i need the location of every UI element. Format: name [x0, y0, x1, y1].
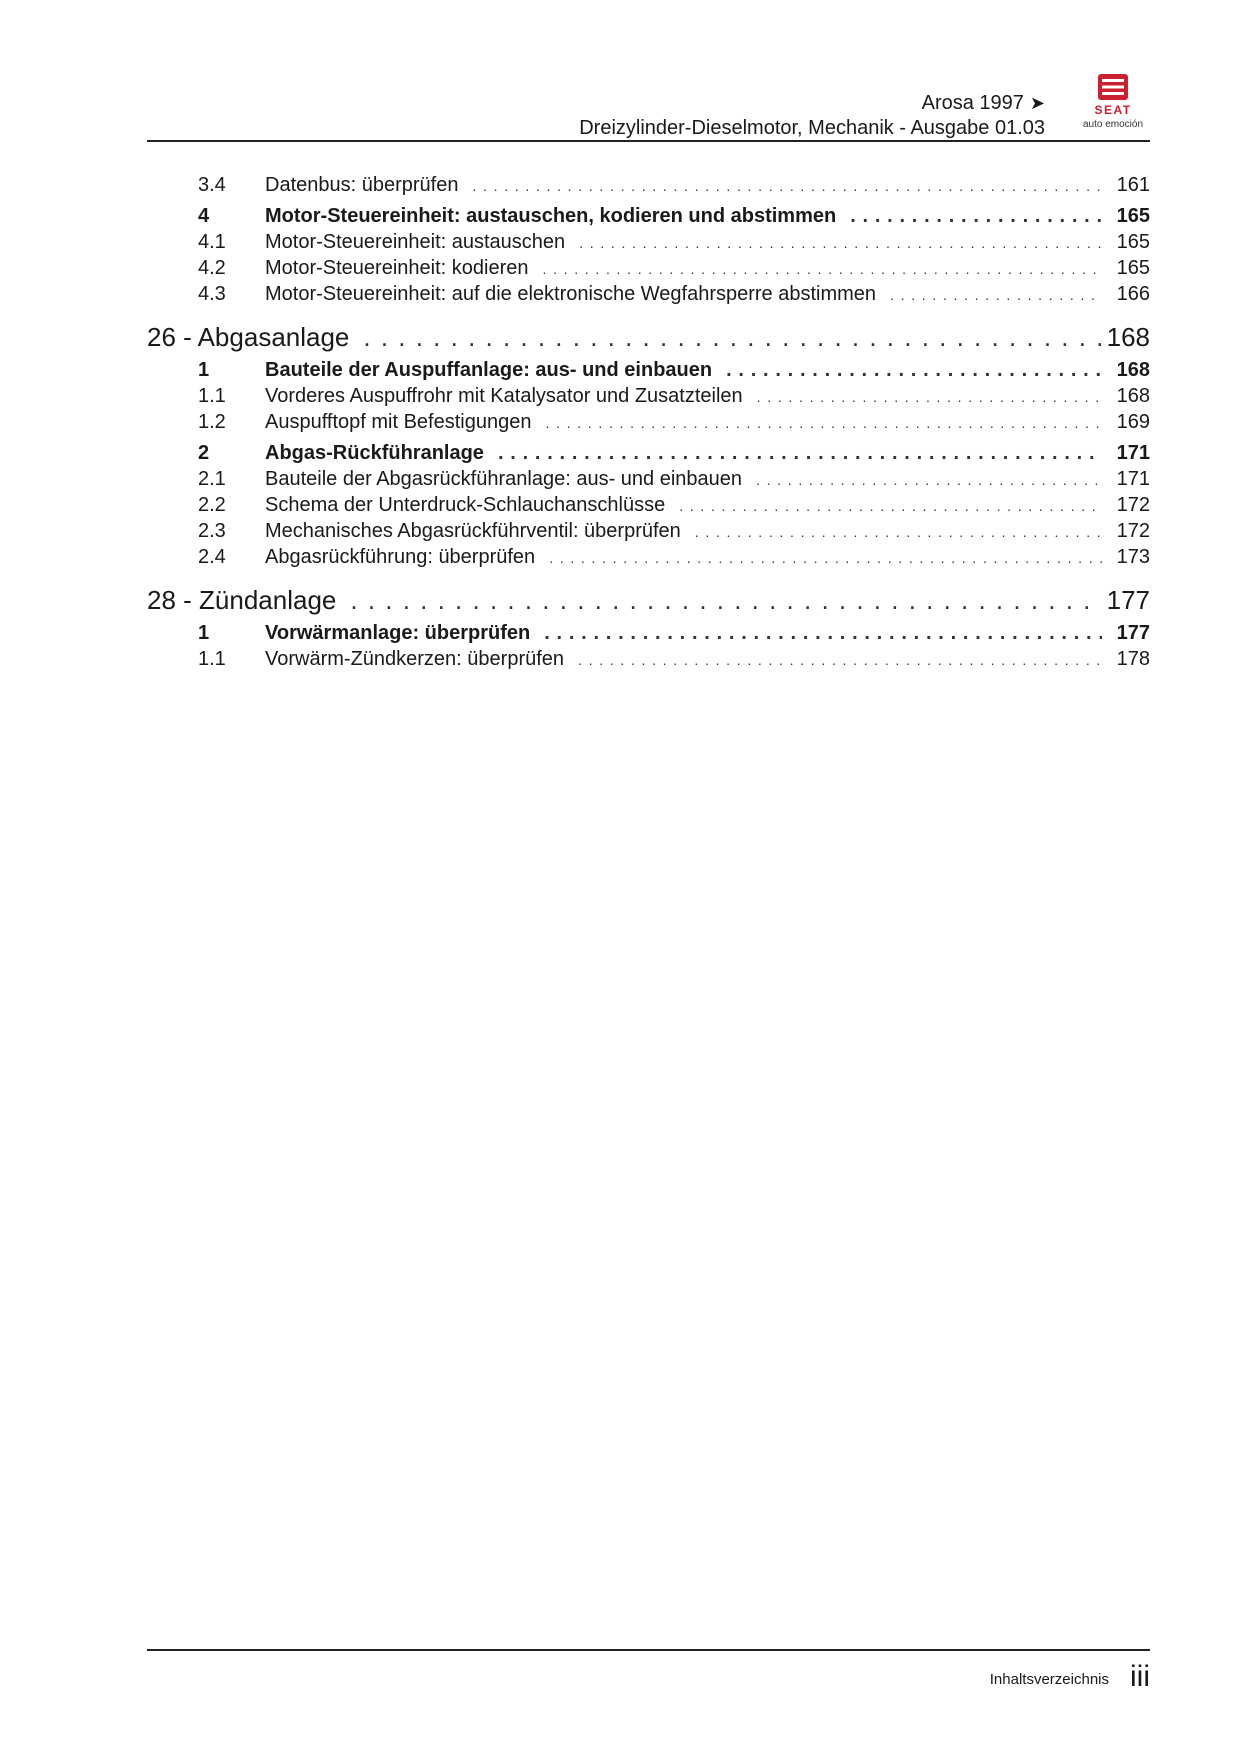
- dot-leader: [549, 545, 1102, 571]
- toc-chapter-28[interactable]: [147, 580, 1150, 620]
- toc-section-28-1[interactable]: 1 Vorwärmanlage: überprüfen . . . 177: [147, 620, 1150, 646]
- toc-section-title: Abgas-Rückführanlage: [265, 442, 484, 464]
- toc-section-4[interactable]: 4 Motor-Steuereinheit: austauschen, kodieren und abstimmen . . . 165: [147, 203, 1150, 229]
- toc-chapter-26[interactable]: [147, 317, 1150, 357]
- toc-entry-title: Motor-Steuereinheit: austauschen: [265, 231, 566, 253]
- toc-section-title: Vorwärmanlage: überprüfen: [265, 622, 531, 644]
- header-divider: [147, 140, 1150, 142]
- dot-leader: [545, 410, 1102, 436]
- footer-page-number: iii: [1130, 1660, 1150, 1693]
- toc-entry-26-2-4[interactable]: 2.4 Abgasrückführung: überprüfen . . . 173: [147, 544, 1150, 570]
- toc-entry-title: Bauteile der Abgasrückführanlage: aus- und einbauen: [265, 468, 743, 490]
- toc-page-number: 168: [1116, 359, 1150, 381]
- toc-page-number: 161: [1116, 174, 1150, 196]
- toc-page-number: 168: [1116, 385, 1150, 407]
- toc-entry-title: Schema der Unterdruck-Schlauchanschlüsse: [265, 494, 666, 516]
- dot-leader: [679, 493, 1102, 519]
- table-of-contents: [147, 172, 1150, 672]
- dot-leader: [726, 357, 1102, 383]
- dot-leader: [363, 317, 1102, 357]
- toc-entry-4-3[interactable]: 4.3 Motor-Steuereinheit: auf die elektronische Wegfahrsperre abstimmen . . . 166: [147, 281, 1150, 307]
- document-title: Arosa 1997 ➤: [921, 92, 1045, 114]
- toc-entry-26-2-3[interactable]: 2.3 Mechanisches Abgasrückführventil: überprüfen . . . 172: [147, 518, 1150, 544]
- footer-divider: [147, 1649, 1150, 1651]
- dot-leader: [498, 440, 1102, 466]
- toc-section-title: Motor-Steuereinheit: austauschen, kodieren und abstimmen: [265, 205, 837, 227]
- toc-page-number: 178: [1116, 648, 1150, 670]
- toc-entry-4-1[interactable]: 4.1 Motor-Steuereinheit: austauschen . . . 165: [147, 229, 1150, 255]
- dot-leader: [350, 580, 1102, 620]
- toc-section-title: Bauteile der Auspuffanlage: aus- und einbauen: [265, 359, 713, 381]
- toc-entry-title: Auspufftopf mit Befestigungen: [265, 411, 532, 433]
- seat-s-emblem-icon: [1098, 74, 1128, 100]
- toc-page-number: 168: [1106, 322, 1150, 352]
- toc-page-number: 165: [1116, 257, 1150, 279]
- dot-leader: [544, 620, 1102, 646]
- toc-page-number: 172: [1116, 520, 1150, 542]
- dot-leader: [850, 203, 1102, 229]
- dot-leader: [542, 256, 1102, 282]
- toc-chapter-title: 26 - Abgasanlage: [147, 322, 350, 352]
- toc-page-number: 171: [1116, 442, 1150, 464]
- document-subtitle: Dreizylinder-Dieselmotor, Mechanik - Ausgabe 01.03: [579, 117, 1045, 139]
- toc-entry-26-1-1[interactable]: 1.1 Vorderes Auspuffrohr mit Katalysator und Zusatzteilen . . . 168: [147, 383, 1150, 409]
- toc-section-26-1[interactable]: 1 Bauteile der Auspuffanlage: aus- und einbauen . . . 168: [147, 357, 1150, 383]
- logo-wordmark: SEAT: [1094, 103, 1132, 117]
- dot-leader: [579, 230, 1102, 256]
- next-page-arrow-icon[interactable]: ➤: [1029, 93, 1045, 113]
- toc-section-26-2[interactable]: 2 Abgas-Rückführanlage . . . 171: [147, 440, 1150, 466]
- toc-entry-title: Abgasrückführung: überprüfen: [265, 546, 536, 568]
- toc-page-number: 165: [1116, 231, 1150, 253]
- toc-entry-title: Datenbus: überprüfen: [265, 174, 459, 196]
- toc-entry-title: Vorwärm-Zündkerzen: überprüfen: [265, 648, 565, 670]
- toc-page-number: 172: [1116, 494, 1150, 516]
- toc-entry-title: Motor-Steuereinheit: auf die elektronische Wegfahrsperre abstimmen: [265, 283, 877, 305]
- toc-entry-26-2-1[interactable]: 2.1 Bauteile der Abgasrückführanlage: aus- und einbauen . . . 171: [147, 466, 1150, 492]
- toc-page-number: 165: [1116, 205, 1150, 227]
- seat-logo: [1078, 72, 1150, 134]
- dot-leader: [757, 384, 1102, 410]
- toc-page-number: 169: [1116, 411, 1150, 433]
- page-header: [147, 68, 1150, 142]
- toc-page-number: 177: [1106, 585, 1150, 615]
- dot-leader: [695, 519, 1102, 545]
- toc-page-number: 171: [1116, 468, 1150, 490]
- dot-leader: [890, 282, 1102, 308]
- toc-chapter-title: 28 - Zündanlage: [147, 585, 337, 615]
- toc-entry-3-4[interactable]: 3.4 Datenbus: überprüfen . . . 161: [147, 172, 1150, 198]
- toc-page-number: 166: [1116, 283, 1150, 305]
- toc-entry-26-2-2[interactable]: 2.2 Schema der Unterdruck-Schlauchanschlüsse . . . 172: [147, 492, 1150, 518]
- toc-entry-title: Motor-Steuereinheit: kodieren: [265, 257, 529, 279]
- logo-tagline: auto emoción: [1082, 119, 1144, 130]
- toc-entry-28-1-1[interactable]: 1.1 Vorwärm-Zündkerzen: überprüfen . . . 178: [147, 646, 1150, 672]
- toc-entry-title: Vorderes Auspuffrohr mit Katalysator und Zusatzteilen: [265, 385, 743, 407]
- toc-page-number: 173: [1116, 546, 1150, 568]
- footer-section-label: Inhaltsverzeichnis: [989, 1671, 1109, 1688]
- toc-page-number: 177: [1116, 622, 1150, 644]
- dot-leader: [756, 467, 1102, 493]
- toc-entry-4-2[interactable]: 4.2 Motor-Steuereinheit: kodieren . . . 165: [147, 255, 1150, 281]
- toc-entry-26-1-2[interactable]: 1.2 Auspufftopf mit Befestigungen . . . 169: [147, 409, 1150, 435]
- toc-entry-title: Mechanisches Abgasrückführventil: überprüfen: [265, 520, 681, 542]
- dot-leader: [472, 173, 1102, 199]
- dot-leader: [578, 647, 1102, 673]
